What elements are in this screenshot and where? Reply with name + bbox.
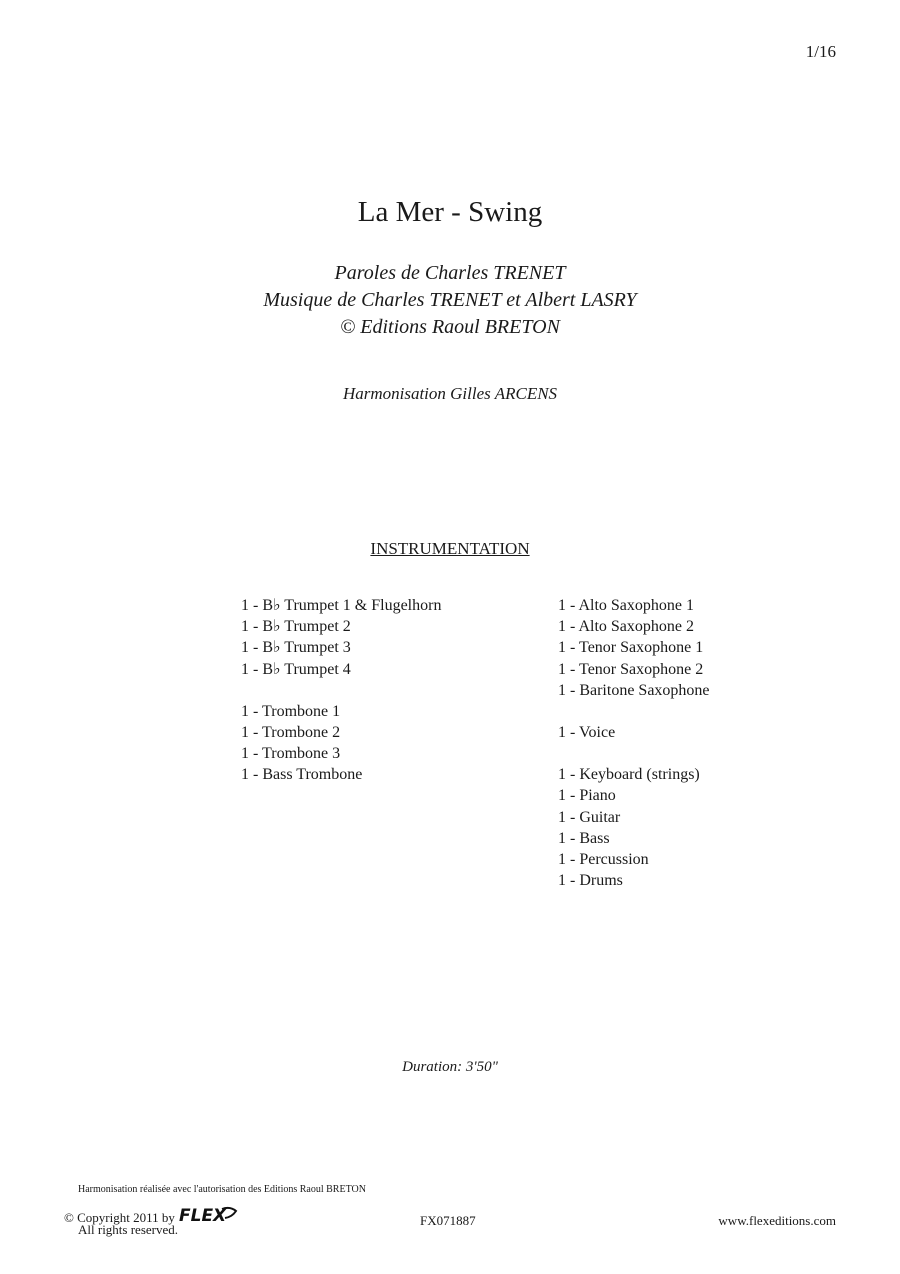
authorization-note: Harmonisation réalisée avec l'autorisation des Editions Raoul BRETON <box>78 1184 366 1195</box>
instrument-item: 1 - Keyboard (strings) <box>558 766 700 784</box>
page-number: 1/16 <box>805 42 836 61</box>
flex-logo-graphic <box>178 1205 240 1227</box>
instrument-item: 1 - Bass <box>558 829 610 847</box>
music-credit: Musique de Charles TRENET et Albert LASRY <box>263 289 637 311</box>
instrument-item: 1 - Tenor Saxophone 1 <box>558 639 704 657</box>
group-spacer <box>558 701 710 722</box>
instrument-item: 1 - Piano <box>558 787 616 805</box>
instrument-item: 1 - Alto Saxophone 1 <box>558 597 694 614</box>
instrument-item: 1 - Alto Saxophone 2 <box>558 618 694 636</box>
instrument-item: 1 - Baritone Saxophone <box>558 681 710 699</box>
flex-logo-text: FLEX <box>178 1206 227 1226</box>
instrument-item: 1 - Guitar <box>558 808 621 826</box>
duration: Duration: 3'50" <box>402 1059 498 1075</box>
instrument-item: 1 - B♭ Trumpet 4 <box>241 660 351 678</box>
lyrics-credit: Paroles de Charles TRENET <box>334 262 566 284</box>
instrument-item: 1 - Drums <box>558 872 623 890</box>
catalog-number: FX071887 <box>420 1213 476 1228</box>
instrument-list-left <box>241 595 441 786</box>
group-spacer <box>241 680 441 701</box>
instrument-item: 1 - Trombone 1 <box>241 702 341 720</box>
group-spacer <box>558 743 710 764</box>
piece-title: La Mer - Swing <box>357 196 543 228</box>
instrument-item: 1 - Tenor Saxophone 2 <box>558 660 704 678</box>
flex-logo <box>178 1205 240 1231</box>
publisher-credit: © Editions Raoul BRETON <box>340 316 560 338</box>
copyright-text: © Copyright 2011 by <box>64 1210 175 1225</box>
rights-reserved: All rights reserved. <box>78 1222 179 1237</box>
credits-block <box>0 260 900 341</box>
website: www.flexeditions.com <box>718 1213 836 1228</box>
instrument-item: 1 - B♭ Trumpet 1 & Flugelhorn <box>241 597 442 614</box>
instrument-item: 1 - B♭ Trumpet 3 <box>241 639 351 657</box>
instrument-item: 1 - Trombone 2 <box>241 724 341 742</box>
instrument-item: 1 - Bass Trombone <box>241 766 363 784</box>
instrument-list-right <box>558 595 710 891</box>
instrument-item: 1 - Percussion <box>558 851 649 869</box>
instrument-item: 1 - Voice <box>558 724 616 742</box>
instrument-item: 1 - Trombone 3 <box>241 745 341 763</box>
harmonization-credit: Harmonisation Gilles ARCENS <box>342 384 558 403</box>
instrument-item: 1 - B♭ Trumpet 2 <box>241 618 351 636</box>
instrumentation-heading: INSTRUMENTATION <box>370 539 530 558</box>
